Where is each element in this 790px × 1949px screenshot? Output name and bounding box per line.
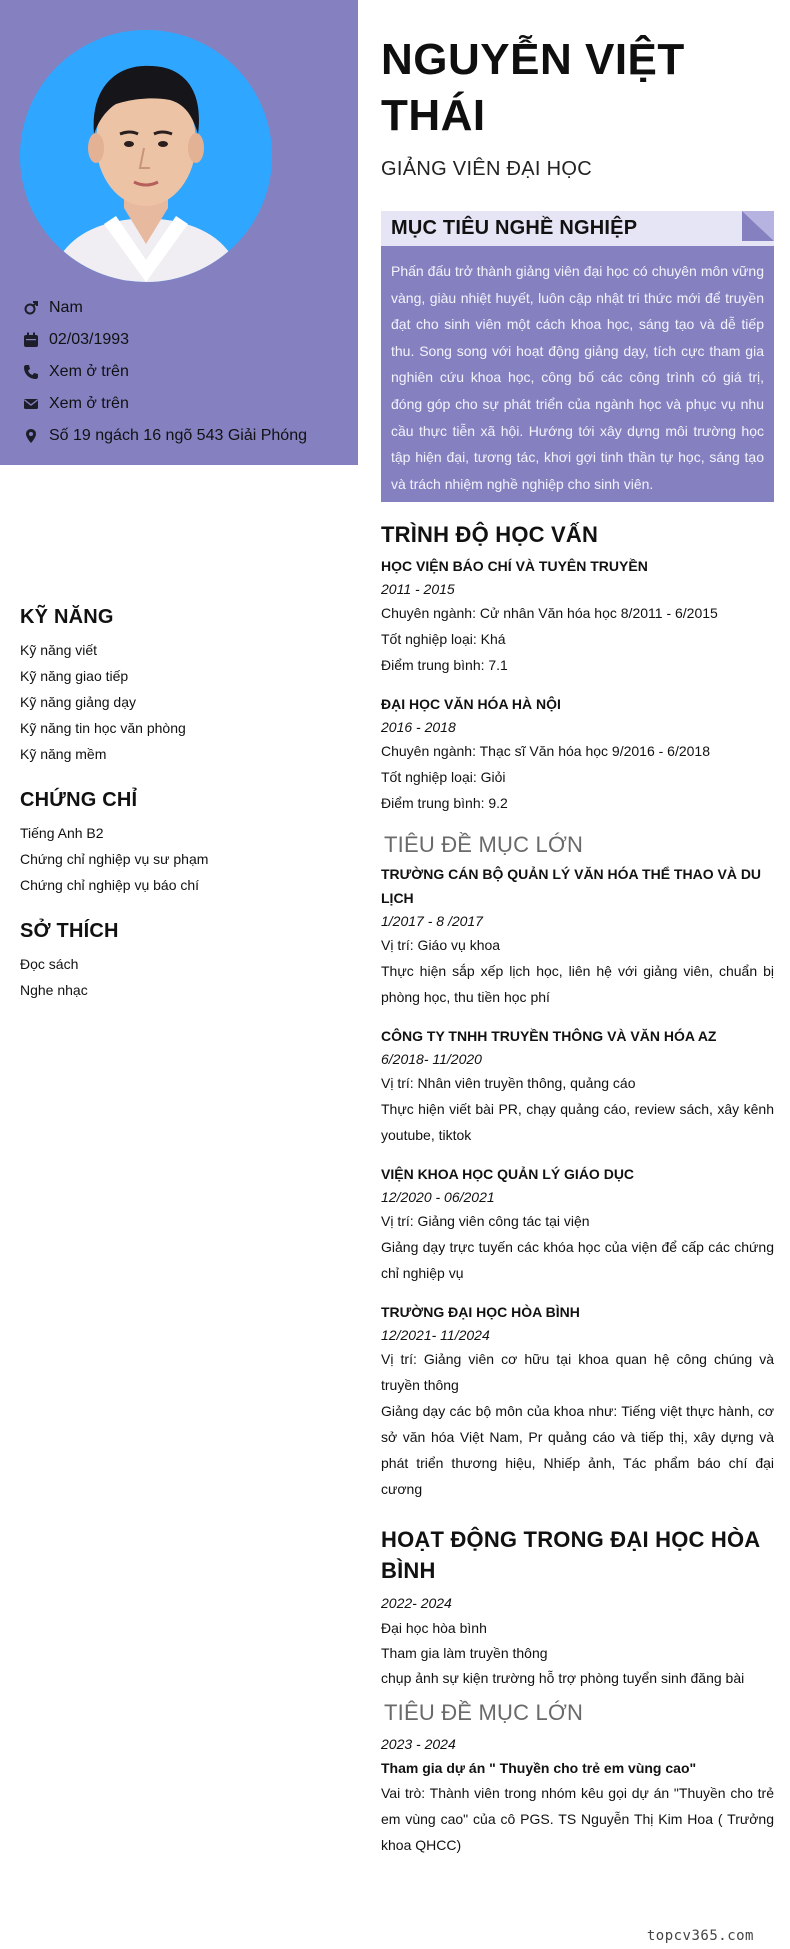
experience-entry [381,1024,774,1148]
location-icon [22,427,40,445]
school-name: HỌC VIỆN BÁO CHÍ VÀ TUYÊN TRUYỀN [381,558,648,574]
activity-line: Tham gia làm truyền thông [381,1645,548,1661]
projects-section [381,1700,774,1858]
experience-title: TIÊU ĐỀ MỤC LỚN [384,832,584,857]
list-item: Chứng chỉ nghiệp vụ báo chí [20,877,200,893]
position: Vị trí: Giảng viên cơ hữu tại khoa quan hệ công chúng và truyền thông [381,1351,774,1393]
activities-title: HOẠT ĐỘNG TRONG ĐẠI HỌC HÒA BÌNH [381,1527,760,1583]
period: 6/2018- 11/2020 [381,1051,482,1067]
org-name: CÔNG TY TNHH TRUYỀN THÔNG VÀ VĂN HÓA AZ [381,1028,717,1044]
period: 2023 - 2024 [381,1736,456,1752]
watermark: topcv365.com [646,1928,754,1944]
skills-section [20,606,350,767]
hobbies-title: SỞ THÍCH [20,920,119,942]
education-entry [381,692,774,816]
contact-phone [22,356,352,388]
period: 2011 - 2015 [381,581,455,597]
gender-value: Nam [49,299,83,316]
list-item: Nghe nhạc [20,982,88,998]
period: 12/2020 - 06/2021 [381,1189,495,1205]
experience-entry [381,862,774,1010]
list-item: Kỹ năng viết [20,642,98,658]
corner-fold-icon [742,211,774,241]
description: Giảng dạy trực tuyến các khóa học của viện để cấp các chứng chỉ nghiệp vụ [381,1239,774,1281]
org-name: TRƯỜNG ĐẠI HỌC HÒA BÌNH [381,1304,580,1320]
period: 12/2021- 11/2024 [381,1327,490,1343]
period: 2016 - 2018 [381,719,456,735]
list-item: Đọc sách [20,956,79,972]
list-item: Kỹ năng giao tiếp [20,668,129,684]
period: 2022- 2024 [381,1595,452,1611]
description: Thực hiện sắp xếp lịch học, liên hệ với giảng viên, chuẩn bị phòng học, thu tiền học phí [381,963,774,1005]
project-name: Tham gia dự án " Thuyền cho trẻ em vùng cao" [381,1760,697,1776]
email-icon [22,395,40,413]
major: Chuyên ngành: Thạc sĩ Văn hóa học 9/2016 - 6/2018 [381,743,710,759]
org-name: VIỆN KHOA HỌC QUẢN LÝ GIÁO DỤC [381,1166,635,1182]
position: Vị trí: Giáo vụ khoa [381,937,501,953]
description: Giảng dạy các bộ môn của khoa như: Tiếng việt thực hành, cơ sở văn hóa Việt Nam, Pr quảng cáo và tiếp thị, xây dựng và phát triển thương hiệu, Nhiếp ảnh, Tác phẩm báo chí đại cương [381,1403,774,1497]
objective-header [381,211,774,246]
list-item: Kỹ năng giảng dạy [20,694,136,710]
contact-address [22,420,352,452]
school-name: ĐẠI HỌC VĂN HÓA HÀ NỘI [381,696,561,712]
activities-section [381,1524,774,1691]
grade: Tốt nghiệp loại: Khá [381,631,506,647]
list-item: Kỹ năng mềm [20,746,107,762]
header [381,32,774,181]
certificates-title: CHỨNG CHỈ [20,789,138,811]
job-title: GIẢNG VIÊN ĐẠI HỌC [381,158,592,180]
list-item: Chứng chỉ nghiệp vụ sư phạm [20,851,209,867]
list-item: Tiếng Anh B2 [20,825,104,841]
education-entry [381,554,774,678]
projects-title: TIÊU ĐỀ MỤC LỚN [384,1700,584,1725]
contact-email [22,388,352,420]
avatar [20,30,272,282]
experience-entry [381,1300,774,1502]
portrait-photo [20,30,272,282]
contact-info [22,292,352,452]
project-description: Vai trò: Thành viên trong nhóm kêu gọi dự án "Thuyền cho trẻ em vùng cao" của cô PGS. TS Nguyễn Thị Kim Hoa ( Trưởng khoa QHCC) [381,1785,774,1853]
gender-icon [22,299,40,317]
description: Thực hiện viết bài PR, chạy quảng cáo, review sách, xây kênh youtube, tiktok [381,1101,774,1143]
contact-gender [22,292,352,324]
experience-section [381,832,774,1512]
gpa: Điểm trung bình: 7.1 [381,657,508,673]
skills-title: KỸ NĂNG [20,606,114,628]
certificates-section [20,789,350,898]
position: Vị trí: Giảng viên công tác tại viện [381,1213,590,1229]
full-name: NGUYỄN VIỆT THÁI [381,35,685,140]
experience-entry [381,1162,774,1286]
email-value[interactable]: Xem ở trên [49,395,129,412]
education-section [381,522,774,826]
phone-icon [22,363,40,381]
major: Chuyên ngành: Cử nhân Văn hóa học 8/2011 - 6/2015 [381,605,718,621]
contact-birthday [22,324,352,356]
calendar-icon [22,331,40,349]
objective-title: MỤC TIÊU NGHỀ NGHIỆP [391,217,638,239]
birthday-value: 02/03/1993 [49,331,130,348]
objective-text: Phấn đấu trở thành giảng viên đại học có chuyên môn vững vàng, giàu nhiệt huyết, luôn cập nhật tri thức mới để truyền đạt cho sinh viên một cách khoa học, sáng tạo và dễ tiếp thu. Song song với hoạt động giảng dạy, tích cực tham gia nghiên cứu khoa học, công bố các công trình có giá trị, đóng góp cho sự phát triển của ngành học và phục vụ nhu cầu thực tiễn xã hội. Hướng tới xây dựng môi trường học tập hiện đại, tương tác, khơi gợi tinh thần tự học, sáng tạo và trách nhiệm nghề nghiệp cho sinh viên. [391,263,764,492]
address-value: Số 19 ngách 16 ngõ 543 Giải Phóng [49,427,307,444]
hobbies-section [20,920,350,1003]
org-name: TRƯỜNG CÁN BỘ QUẢN LÝ VĂN HÓA THỂ THAO VÀ DU LỊCH [381,866,762,906]
activity-line: Đại học hòa bình [381,1620,487,1636]
phone-value[interactable]: Xem ở trên [49,363,129,380]
objective-body [381,246,774,502]
position: Vị trí: Nhân viên truyền thông, quảng cáo [381,1075,636,1091]
gpa: Điểm trung bình: 9.2 [381,795,508,811]
grade: Tốt nghiệp loại: Giỏi [381,769,506,785]
list-item: Kỹ năng tin học văn phòng [20,720,186,736]
activity-line: chụp ảnh sự kiện trường hỗ trợ phòng tuyển sinh đăng bài [381,1670,745,1686]
education-title: TRÌNH ĐỘ HỌC VẤN [381,522,599,547]
period: 1/2017 - 8 /2017 [381,913,483,929]
